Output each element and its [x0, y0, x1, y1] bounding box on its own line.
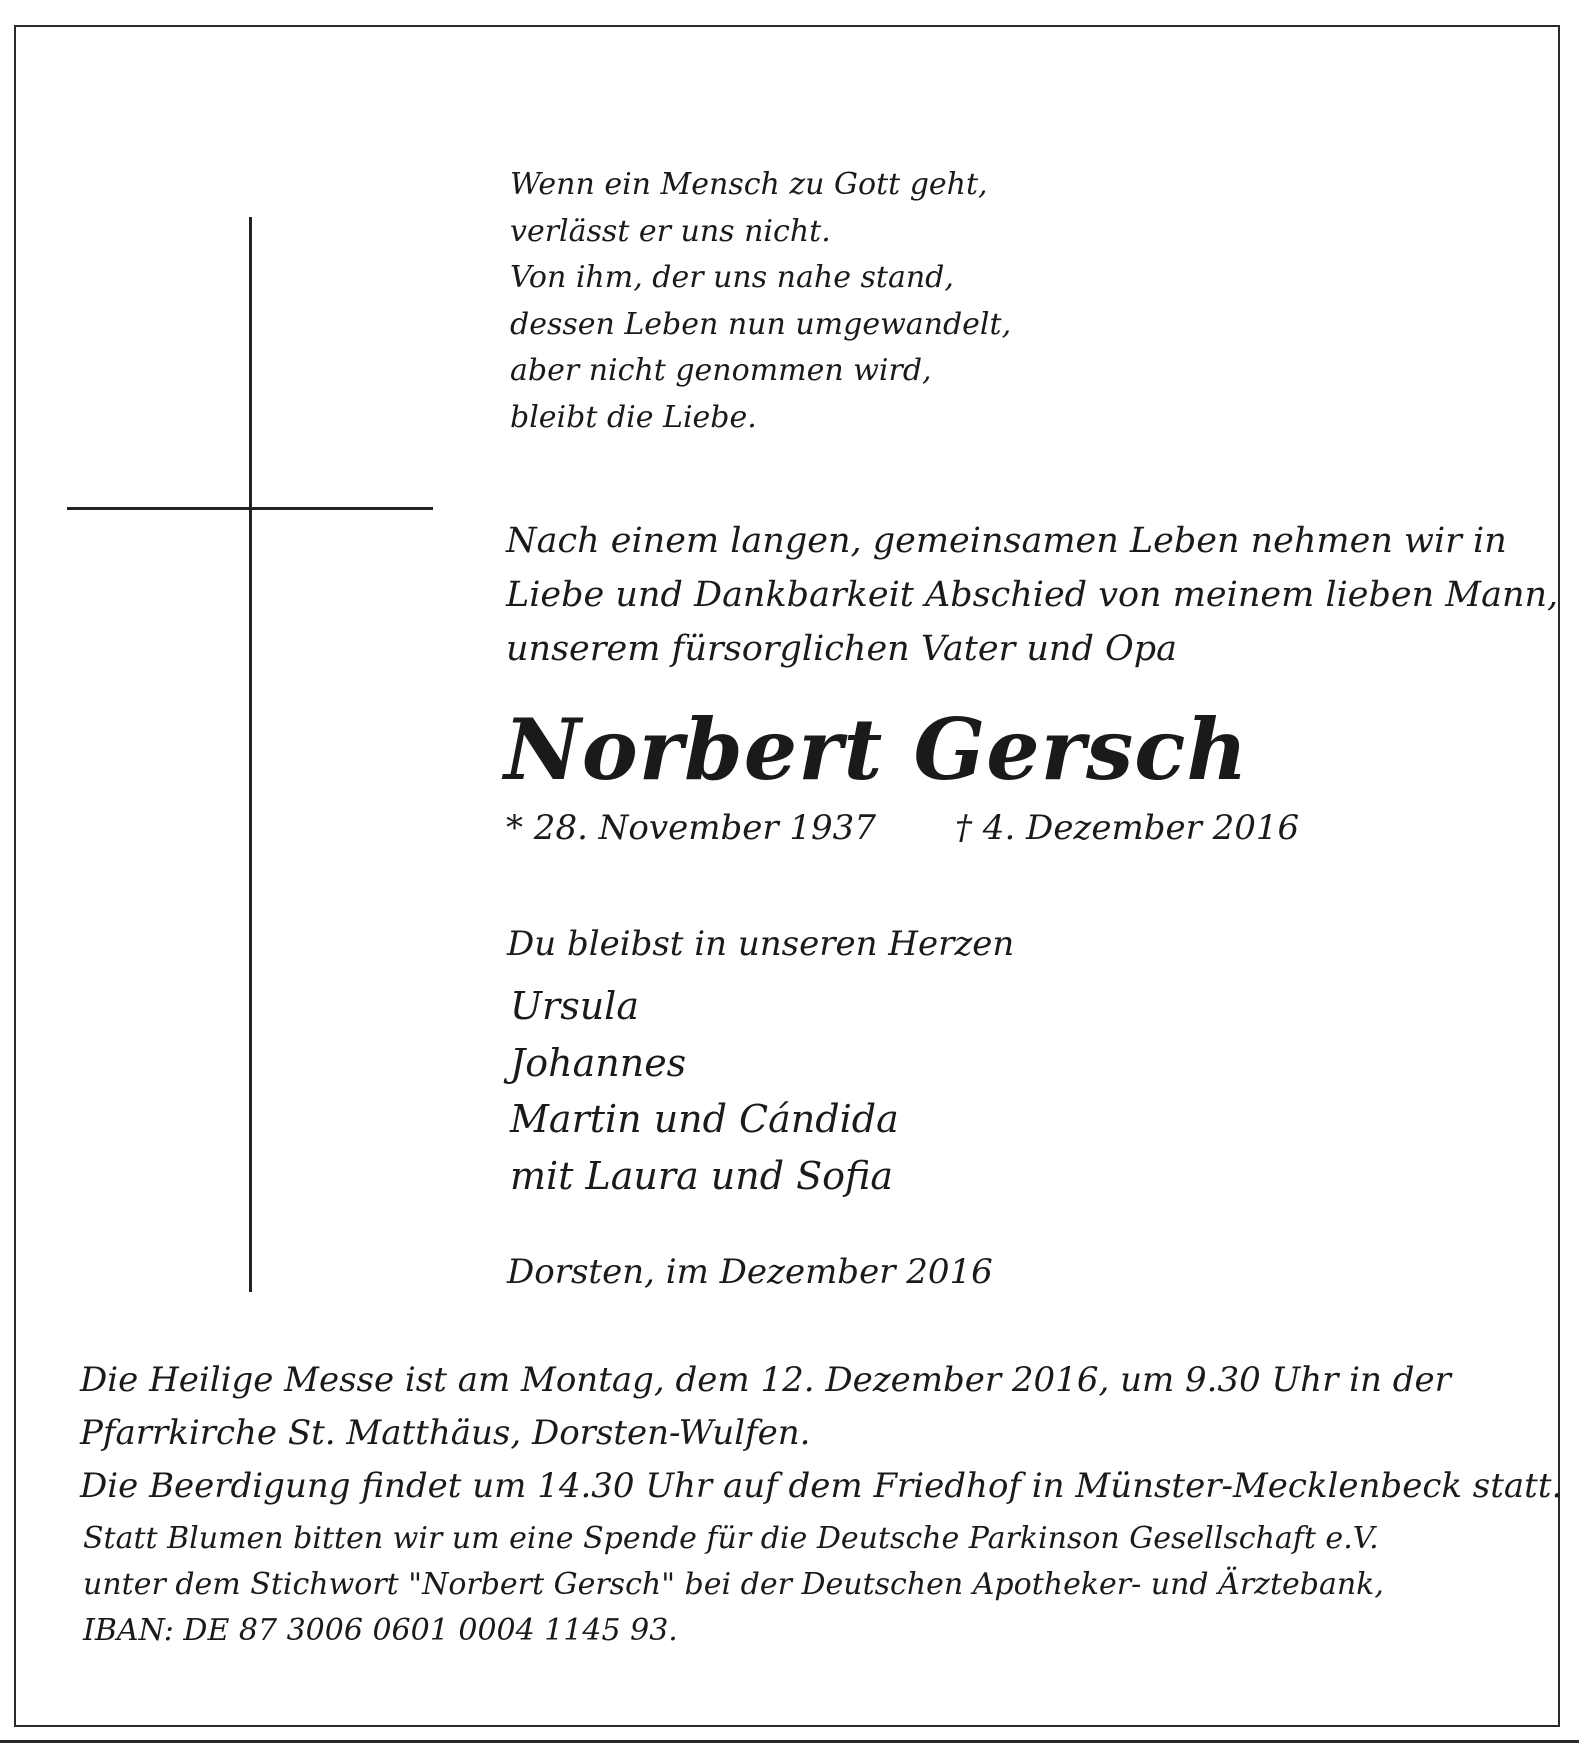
poem-line: aber nicht genommen wird,	[510, 353, 932, 388]
poem	[510, 162, 1011, 441]
service-info	[80, 1354, 1562, 1513]
donation-line: Statt Blumen bitten wir um eine Spende für die Deutsche Parkinson Gesellschaft e.V.	[83, 1521, 1379, 1556]
donation-line: IBAN: DE 87 3006 0601 0004 1145 93.	[83, 1613, 678, 1648]
mourner-name: mit Laura und Sofia	[510, 1153, 894, 1198]
birth-date: * 28. November 1937	[506, 808, 876, 848]
mourners-heading: Du bleibst in unseren Herzen	[507, 924, 1015, 964]
intro-text	[506, 514, 1558, 676]
place-date: Dorsten, im Dezember 2016	[507, 1252, 993, 1292]
poem-line: Wenn ein Mensch zu Gott geht,	[510, 167, 988, 202]
mourner-name: Martin und Cándida	[510, 1097, 899, 1141]
intro-line: Liebe und Dankbarkeit Abschied von meinem lieben Mann,	[506, 575, 1559, 615]
poem-line: Von ihm, der uns nahe stand,	[510, 260, 954, 295]
intro-line: Nach einem langen, gemeinsamen Leben nehmen wir in	[506, 521, 1507, 561]
deceased-name: Norbert Gersch	[504, 700, 1249, 799]
mourners-list	[510, 978, 899, 1204]
service-line: Die Beerdigung findet um 14.30 Uhr auf dem Friedhof in Münster-Mecklenbeck statt.	[80, 1466, 1563, 1506]
mourner-name: Johannes	[510, 1040, 687, 1085]
service-line: Die Heilige Messe ist am Montag, dem 12. Dezember 2016, um 9.30 Uhr in der	[80, 1360, 1451, 1400]
cross-vertical-bar	[249, 217, 252, 1292]
donation-info	[83, 1516, 1384, 1654]
death-date: † 4. Dezember 2016	[955, 808, 1300, 848]
intro-line: unserem fürsorglichen Vater und Opa	[506, 629, 1177, 669]
cross-horizontal-bar	[67, 507, 433, 510]
mourner-name: Ursula	[510, 984, 639, 1028]
poem-line: verlässt er uns nicht.	[510, 213, 831, 249]
service-line: Pfarrkirche St. Matthäus, Dorsten-Wulfen.	[80, 1413, 811, 1453]
poem-line: bleibt die Liebe.	[510, 399, 757, 435]
poem-line: dessen Leben nun umgewandelt,	[510, 306, 1012, 342]
bottom-rule	[0, 1740, 1579, 1743]
donation-line: unter dem Stichwort "Norbert Gersch" bei der Deutschen Apotheker- und Ärztebank,	[83, 1567, 1384, 1602]
